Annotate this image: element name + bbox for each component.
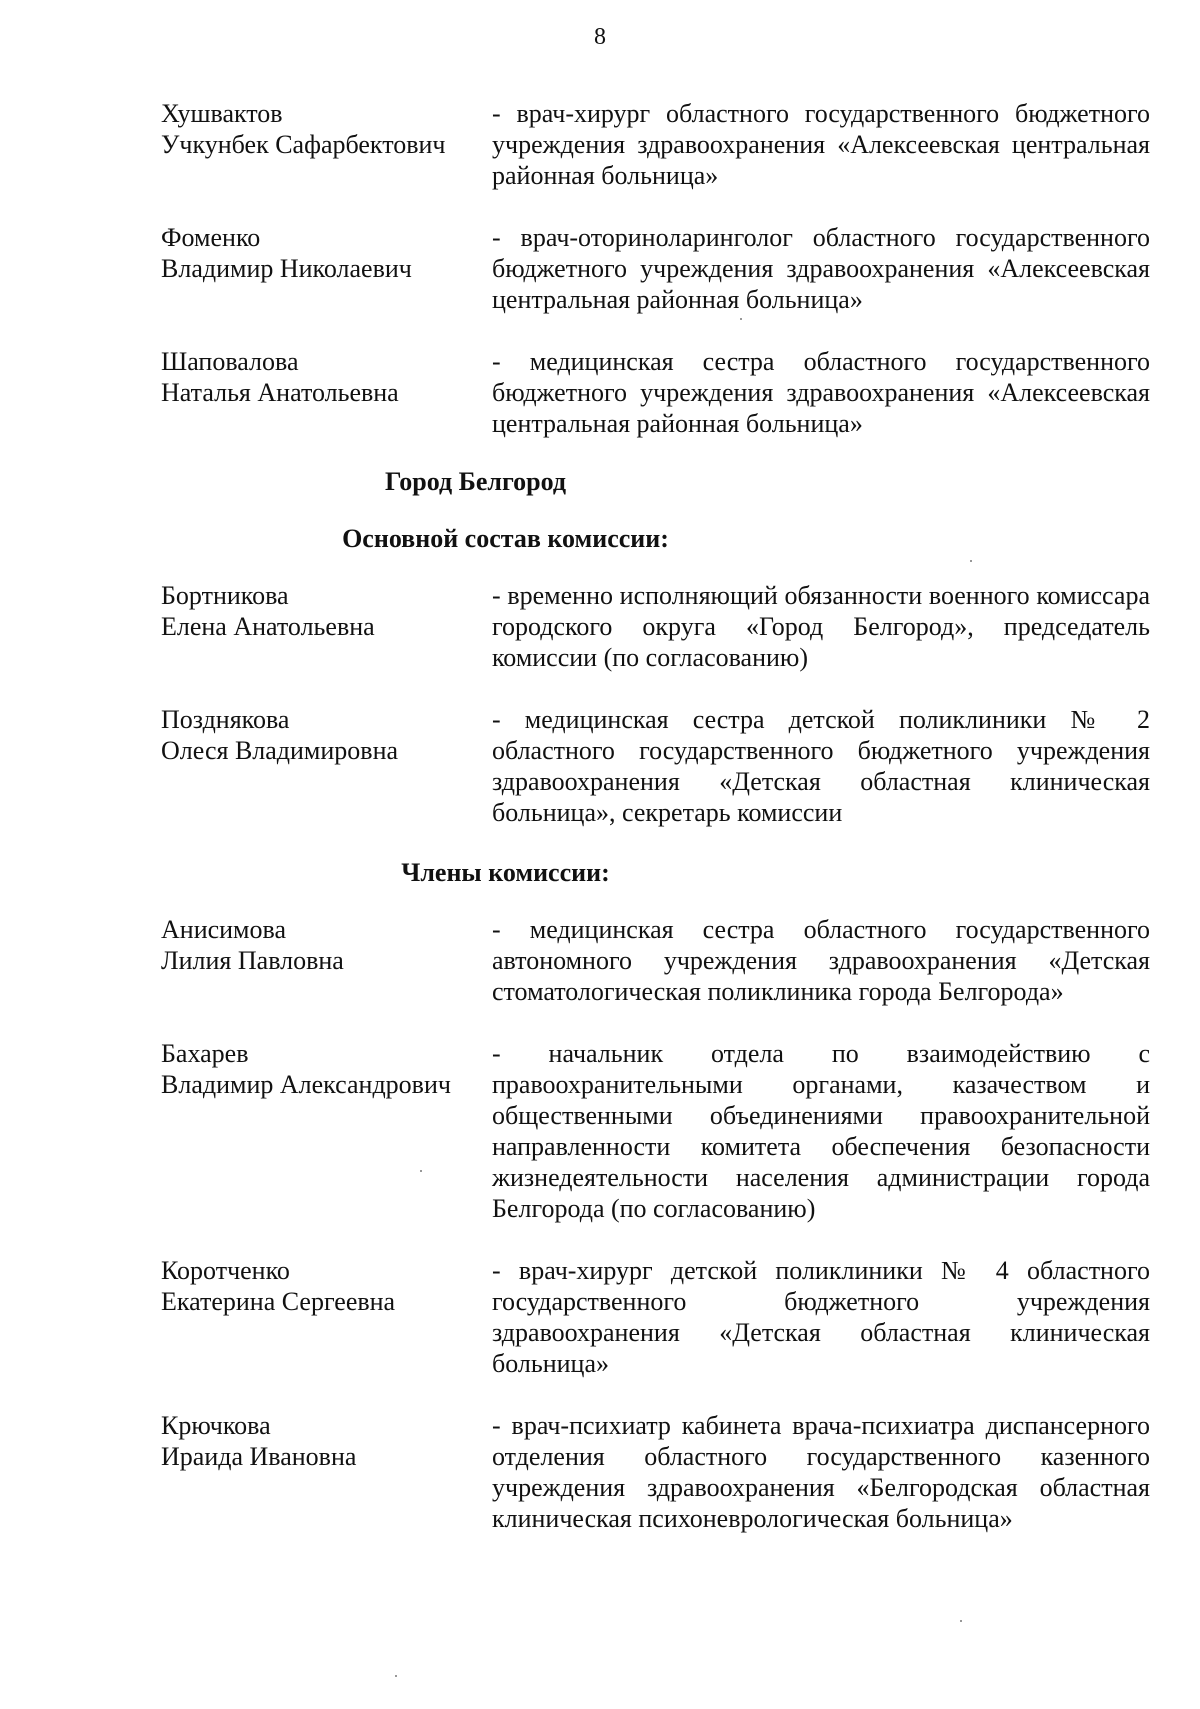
- person-given-names: Екатерина Сергеевна: [161, 1287, 396, 1316]
- scan-speck: [420, 1170, 422, 1172]
- person-surname: Крючкова: [161, 1411, 271, 1440]
- person-surname: Коротченко: [161, 1256, 290, 1285]
- person-position: - врач-хирург областного государственного бюджетного учреждения здравоохранения «Алексеевская центральная районная больница»: [492, 99, 1150, 190]
- person-position: - временно исполняющий обязанности военного комиссара городского округа «Город Белгород», председатель комиссии (по согласованию): [492, 581, 1150, 672]
- person-position: - врач-оториноларинголог областного государственного бюджетного учреждения здравоохранения «Алексеевская центральная районная больница»: [492, 223, 1150, 314]
- person-surname: Бортникова: [161, 581, 289, 610]
- scan-speck: [960, 1620, 962, 1622]
- person-name: [161, 704, 492, 828]
- document-body: [161, 98, 1150, 1565]
- person-given-names: Ираида Ивановна: [161, 1442, 357, 1471]
- scan-speck: [970, 560, 972, 562]
- city-heading: Город Белгород: [385, 467, 566, 496]
- person-surname: Хушвактов: [161, 99, 283, 128]
- list-item: [161, 222, 1150, 315]
- person-given-names: Владимир Александрович: [161, 1070, 451, 1099]
- person-surname: Бахарев: [161, 1039, 249, 1068]
- members-heading: Члены комиссии:: [401, 858, 610, 887]
- person-name: [161, 1038, 492, 1224]
- person-surname: Фоменко: [161, 223, 261, 252]
- list-item: [161, 1038, 1150, 1224]
- list-item: [161, 1410, 1150, 1534]
- main-composition-heading: Основной состав комиссии:: [342, 524, 669, 553]
- person-position: - медицинская сестра областного государственного бюджетного учреждения здравоохранения «Алексеевская центральная районная больница»: [492, 347, 1150, 438]
- person-given-names: Учкунбек Сафарбектович: [161, 130, 446, 159]
- person-name: [161, 580, 492, 673]
- person-position: - врач-психиатр кабинета врача-психиатра диспансерного отделения областного государственного казенного учреждения здравоохранения «Белгородская областная клиническая психоневрологическая больница»: [492, 1411, 1150, 1533]
- list-item: [161, 1255, 1150, 1379]
- list-item: [161, 346, 1150, 439]
- person-name: [161, 346, 492, 439]
- list-item: [161, 704, 1150, 828]
- person-position: - начальник отдела по взаимодействию с правоохранительными органами, казачеством и общественными объединениями правоохранительной направленности комитета обеспечения безопасности жизнедеятельности населения администрации города Белгорода (по согласованию): [492, 1039, 1150, 1223]
- person-position: - врач-хирург детской поликлиники № 4 областного государственного бюджетного учреждения здравоохранения «Детская областная клиническая больница»: [492, 1256, 1150, 1378]
- person-position: - медицинская сестра областного государственного автономного учреждения здравоохранения «Детская стоматологическая поликлиника города Белгорода»: [492, 915, 1150, 1006]
- scan-speck: [740, 318, 742, 320]
- person-given-names: Лилия Павловна: [161, 946, 344, 975]
- list-item: [161, 914, 1150, 1007]
- person-position: - медицинская сестра детской поликлиники № 2 областного государственного бюджетного учреждения здравоохранения «Детская областная клиническая больница», секретарь комиссии: [492, 705, 1150, 827]
- person-surname: Шаповалова: [161, 347, 299, 376]
- person-given-names: Елена Анатольевна: [161, 612, 375, 641]
- person-surname: Анисимова: [161, 915, 286, 944]
- person-surname: Позднякова: [161, 705, 290, 734]
- person-given-names: Владимир Николаевич: [161, 254, 412, 283]
- person-given-names: Наталья Анатольевна: [161, 378, 399, 407]
- person-given-names: Олеся Владимировна: [161, 736, 399, 765]
- list-item: [161, 580, 1150, 673]
- page-number: 8: [594, 24, 606, 50]
- person-name: [161, 222, 492, 315]
- person-name: [161, 98, 492, 191]
- person-name: [161, 914, 492, 1007]
- person-name: [161, 1410, 492, 1534]
- scan-speck: [395, 1675, 397, 1677]
- person-name: [161, 1255, 492, 1379]
- list-item: [161, 98, 1150, 191]
